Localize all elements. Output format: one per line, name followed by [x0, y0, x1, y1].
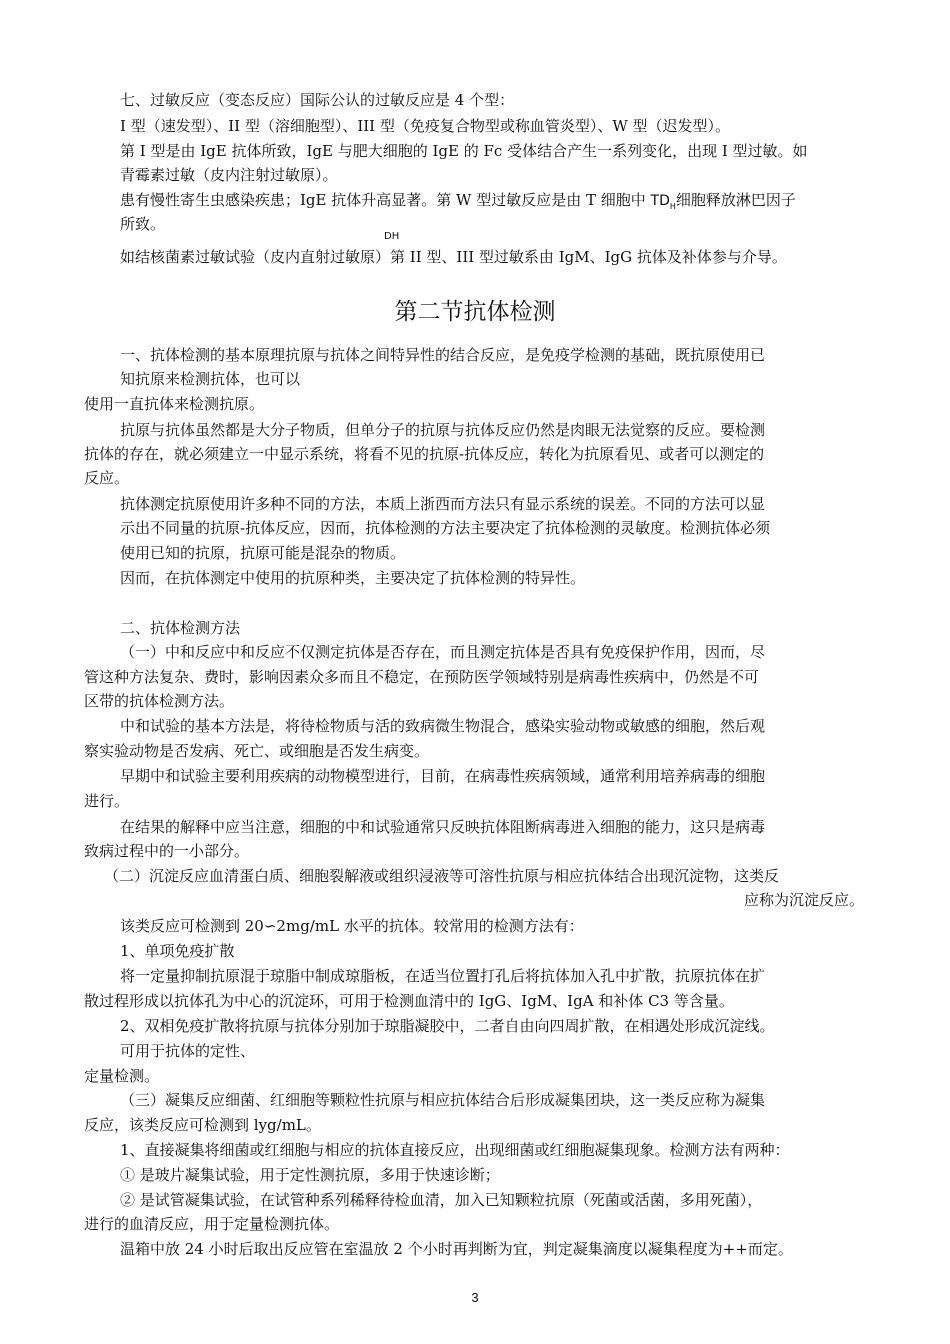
interpretation-line-2: 致病过程中的一小部分。 — [84, 842, 250, 860]
page-number: 3 — [471, 1290, 479, 1305]
single-diffusion-heading: 1、单项免疫扩散 — [120, 942, 235, 960]
allergy-type4-line — [120, 190, 796, 217]
single-diffusion-line-2: 散过程形成以抗体孔为中心的沉淀环，可用于检测血清中的 IgG、IgM、IgA 和补体 C3 等含量。 — [84, 992, 734, 1010]
para-methods-line-3: 使用已知的抗原，抗原可能是混杂的物质。 — [120, 544, 406, 562]
direct-agglutination-line: 1、直接凝集将细菌或红细胞与相应的抗体直接反应，出现细菌或红细胞凝集现象。检测方法有两种： — [120, 1141, 790, 1159]
double-diffusion-line-1: 2、双相免疫扩散将抗原与抗体分别加于琼脂凝胶中，二者自由向四周扩散，在相遇处形成沉淀线。 — [120, 1017, 775, 1035]
para-methods-line-1: 抗体测定抗原使用许多种不同的方法，本质上浙西而方法只有显示系统的误差。不同的方法可以显 — [120, 495, 766, 513]
para-antigen-line-2: 抗体的存在，就必须建立一中显示系统，将看不见的抗原-抗体反应，转化为抗原看见、或者可以测定的 — [84, 445, 765, 463]
principle-line-1: 一、抗体检测的基本原理抗原与抗体之间特异性的结合反应，是免疫学检测的基础，既抗原使用已 — [120, 346, 766, 364]
single-diffusion-line-1: 将一定量抑制抗原混于琼脂中制成琼脂板，在适当位置打孔后将抗体加入孔中扩散，抗原抗体在扩 — [120, 967, 766, 985]
precipitation-line-1: （二）沉淀反应血清蛋白质、细胞裂解液或组织浸液等可溶性抗原与相应抗体结合出现沉淀物，这类反 — [104, 867, 780, 885]
allergy-type1-line: 第 I 型是由 IgE 抗体所致，IgE 与肥大细胞的 IgE 的 Fc 受体结合产生一系列变化，出现 I 型过敏。如 — [120, 142, 808, 160]
slide-agglutination-line: ① 是玻片凝集试验，用于定性测抗原，多用于快速诊断； — [120, 1166, 500, 1184]
early-neutralization-line-1: 早期中和试验主要利用疾病的动物模型进行，目前，在病毒性疾病领域，通常利用培养病毒的细胞 — [120, 767, 766, 785]
neutralization-basic-line-2: 察实验动物是否发病、死亡、或细胞是否发生病变。 — [84, 742, 430, 760]
allergy-intro-line: 七、过敏反应（变态反应）国际公认的过敏反应是 4 个型： — [120, 91, 515, 109]
detection-range-line: 该类反应可检测到 20∽2mg/mL 水平的抗体。较常用的检测方法有： — [120, 917, 584, 935]
double-diffusion-line-3: 定量检测。 — [84, 1067, 160, 1085]
neutralization-line-3: 区带的抗体检测方法。 — [84, 692, 235, 710]
agglutination-line-2: 反应，该类反应可检测到 lyg/mL。 — [84, 1116, 321, 1134]
para-antigen-line-1: 抗原与抗体虽然都是大分子物质，但单分子的抗原与抗体反应仍然是肉眼无法觉察的反应。要检测 — [120, 421, 766, 439]
double-diffusion-line-2: 可用于抗体的定性、 — [120, 1042, 256, 1060]
t-cell-symbol: $TD_H$ — [650, 193, 676, 211]
allergy-type4-text-end: 细胞释放淋巴因子 — [675, 191, 796, 209]
neutralization-basic-line-1: 中和试验的基本方法是，将待检物质与活的致病微生物混合，感染实验动物或敏感的细胞，然后观 — [120, 717, 766, 735]
neutralization-line-2: 管这种方法复杂、费时，影响因素众多而且不稳定，在预防医学领域特别是病毒性疾病中，仍然是不可 — [84, 668, 760, 686]
allergy-type4-text: 患有慢性寄生虫感染疾患；IgE 抗体升高显著。第 W 型过敏反应是由 T 细胞中 — [120, 191, 651, 209]
incubation-line: 温箱中放 24 小时后取出反应管在室温放 2 个小时再判断为宜，判定凝集滴度以凝集程度为++而定。 — [120, 1240, 793, 1258]
dh-annotation: DH — [384, 231, 400, 242]
tube-agglutination-line-1: ② 是试管凝集试验，在试管种系列稀释待检血清，加入已知颗粒抗原（死菌或活菌，多用死菌）， — [120, 1191, 763, 1209]
allergy-types-line: I 型（速发型）、II 型（溶细胞型）、III 型（免疫复合物型或称血管炎型）、W 型（迟发型）。 — [120, 117, 731, 135]
allergy-type1-line-2: 青霉素过敏（皮内注射过敏原）。 — [120, 166, 338, 184]
neutralization-line-1: （一）中和反应中和反应不仅测定抗体是否存在，而且测定抗体是否具有免疫保护作用，因而，尽 — [120, 643, 766, 661]
allergy-type4-line-2: 所致。 — [120, 215, 166, 233]
interpretation-line-1: 在结果的解释中应当注意，细胞的中和试验通常只反映抗体阻断病毒进入细胞的能力，这只是病毒 — [120, 818, 766, 836]
para-methods-line-2: 示出不同量的抗原-抗体反应，因而，抗体检测的方法主要决定了抗体检测的灵敏度。检测抗体必须 — [120, 519, 771, 537]
methods-heading: 二、抗体检测方法 — [120, 619, 241, 637]
tube-agglutination-line-2: 进行的血清反应，用于定量检测抗体。 — [84, 1215, 340, 1233]
principle-line-3: 使用一直抗体来检测抗原。 — [84, 395, 265, 413]
early-neutralization-line-2: 进行。 — [84, 792, 130, 810]
agglutination-line-1: （三）凝集反应细菌、红细胞等颗粒性抗原与相应抗体结合后形成凝集团块，这一类反应称为凝集 — [120, 1091, 766, 1109]
precipitation-line-2: 应称为沉淀反应。 — [743, 891, 864, 909]
principle-line-2: 知抗原来检测抗体，也可以 — [120, 370, 301, 388]
allergy-type23-line: 如结核菌素过敏试验（皮内直射过敏原）第 II 型、III 型过敏系由 IgM、IgG 抗体及补体参与介导。 — [120, 248, 787, 266]
para-methods-line-4: 因而，在抗体测定中使用的抗原种类，主要决定了抗体检测的特异性。 — [120, 569, 586, 587]
section-heading: 第二节抗体检测 — [394, 299, 556, 325]
para-antigen-line-3: 反应。 — [84, 469, 130, 487]
